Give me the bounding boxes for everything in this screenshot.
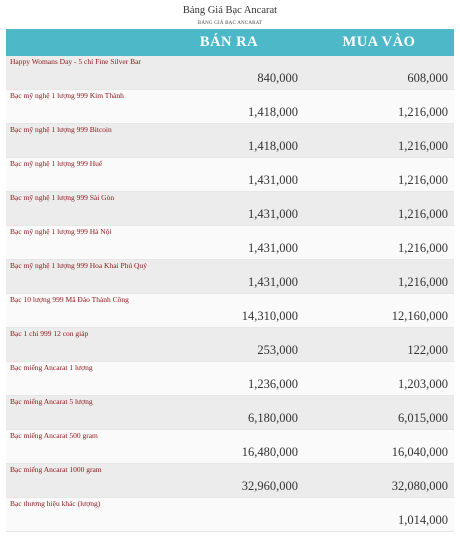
sell-price: 840,000: [257, 71, 298, 85]
item-name: Bạc 1 chỉ 999 12 con giáp: [10, 329, 89, 338]
buy-price: 608,000: [407, 71, 448, 85]
table-row: [6, 430, 454, 464]
price-cells: [6, 102, 454, 123]
table-body: [6, 56, 454, 532]
table-row: [6, 192, 454, 226]
sell-price: 6,180,000: [248, 411, 298, 425]
item-name: Bạc thương hiệu khác (lượng): [10, 499, 101, 508]
price-cells: [6, 238, 454, 259]
item-name: Bạc miếng Ancarat 1 lượng: [10, 363, 93, 372]
table-row: [6, 226, 454, 260]
page-title: Bảng Giá Bạc Ancarat: [182, 5, 278, 16]
sell-price: 1,236,000: [248, 377, 298, 391]
sell-price: 1,431,000: [248, 207, 298, 221]
price-cells: [6, 340, 454, 361]
item-name: Bạc miếng Ancarat 500 gram: [10, 431, 98, 440]
table-row: [6, 498, 454, 532]
buy-price: 6,015,000: [398, 411, 448, 425]
price-cells: [6, 306, 454, 327]
buy-price: 1,216,000: [398, 105, 448, 119]
sell-price: 1,431,000: [248, 173, 298, 187]
buy-price: 1,014,000: [398, 513, 448, 527]
item-name: Bạc miếng Ancarat 1000 gram: [10, 465, 102, 474]
item-name: Bạc mỹ nghệ 1 lượng 999 Huế: [10, 159, 103, 168]
table-row: [6, 260, 454, 294]
price-cells: [6, 272, 454, 293]
sell-price: 1,431,000: [248, 275, 298, 289]
buy-price: 1,216,000: [398, 207, 448, 221]
sell-price: 16,480,000: [241, 445, 298, 459]
price-cells: [6, 510, 454, 531]
buy-price: 32,080,000: [391, 479, 448, 493]
item-name: Bạc mỹ nghệ 1 lượng 999 Hà Nội: [10, 227, 112, 236]
buy-price: 1,216,000: [398, 241, 448, 255]
item-name: Bạc mỹ nghệ 1 lượng 999 Bitcoin: [10, 125, 112, 134]
item-name: Happy Womans Day - 5 chỉ Fine Silver Bar: [10, 57, 141, 66]
table-row: [6, 362, 454, 396]
buy-price: 12,160,000: [391, 309, 448, 323]
price-cells: [6, 476, 454, 497]
table-row: [6, 328, 454, 362]
item-name: Bạc miếng Ancarat 5 lượng: [10, 397, 93, 406]
item-name: Bạc mỹ nghệ 1 lượng 999 Hoa Khai Phú Quý: [10, 261, 147, 270]
price-cells: [6, 408, 454, 429]
buy-price: 122,000: [407, 343, 448, 357]
sell-price: 1,418,000: [248, 139, 298, 153]
price-cells: [6, 374, 454, 395]
price-table: [6, 29, 454, 532]
table-row: [6, 464, 454, 498]
page-subtitle: BẢNG GIÁ BẠC ANCARAT: [197, 21, 263, 26]
item-name: Bạc mỹ nghệ 1 lượng 999 Sài Gòn: [10, 193, 115, 202]
item-name: Bạc mỹ nghệ 1 lượng 999 Kim Thành: [10, 91, 124, 100]
buy-price: 1,216,000: [398, 173, 448, 187]
table-header: [6, 29, 454, 56]
price-cells: [6, 204, 454, 225]
price-cells: [6, 442, 454, 463]
buy-price: 1,216,000: [398, 275, 448, 289]
price-cells: [6, 68, 454, 89]
sell-price: 32,960,000: [241, 479, 298, 493]
item-name: Bạc 10 lượng 999 Mã Đáo Thành Công: [10, 295, 129, 304]
table-row: [6, 90, 454, 124]
price-cells: [6, 136, 454, 157]
column-header-sell: BÁN RA: [199, 34, 259, 50]
buy-price: 1,216,000: [398, 139, 448, 153]
table-row: [6, 124, 454, 158]
sell-price: 253,000: [257, 343, 298, 357]
column-header-buy: MUA VÀO: [342, 34, 416, 50]
table-row: [6, 158, 454, 192]
table-row: [6, 56, 454, 90]
buy-price: 16,040,000: [391, 445, 448, 459]
sell-price: 1,431,000: [248, 241, 298, 255]
sell-price: 14,310,000: [241, 309, 298, 323]
price-cells: [6, 170, 454, 191]
buy-price: 1,203,000: [398, 377, 448, 391]
sell-price: 1,418,000: [248, 105, 298, 119]
table-row: [6, 294, 454, 328]
table-row: [6, 396, 454, 430]
